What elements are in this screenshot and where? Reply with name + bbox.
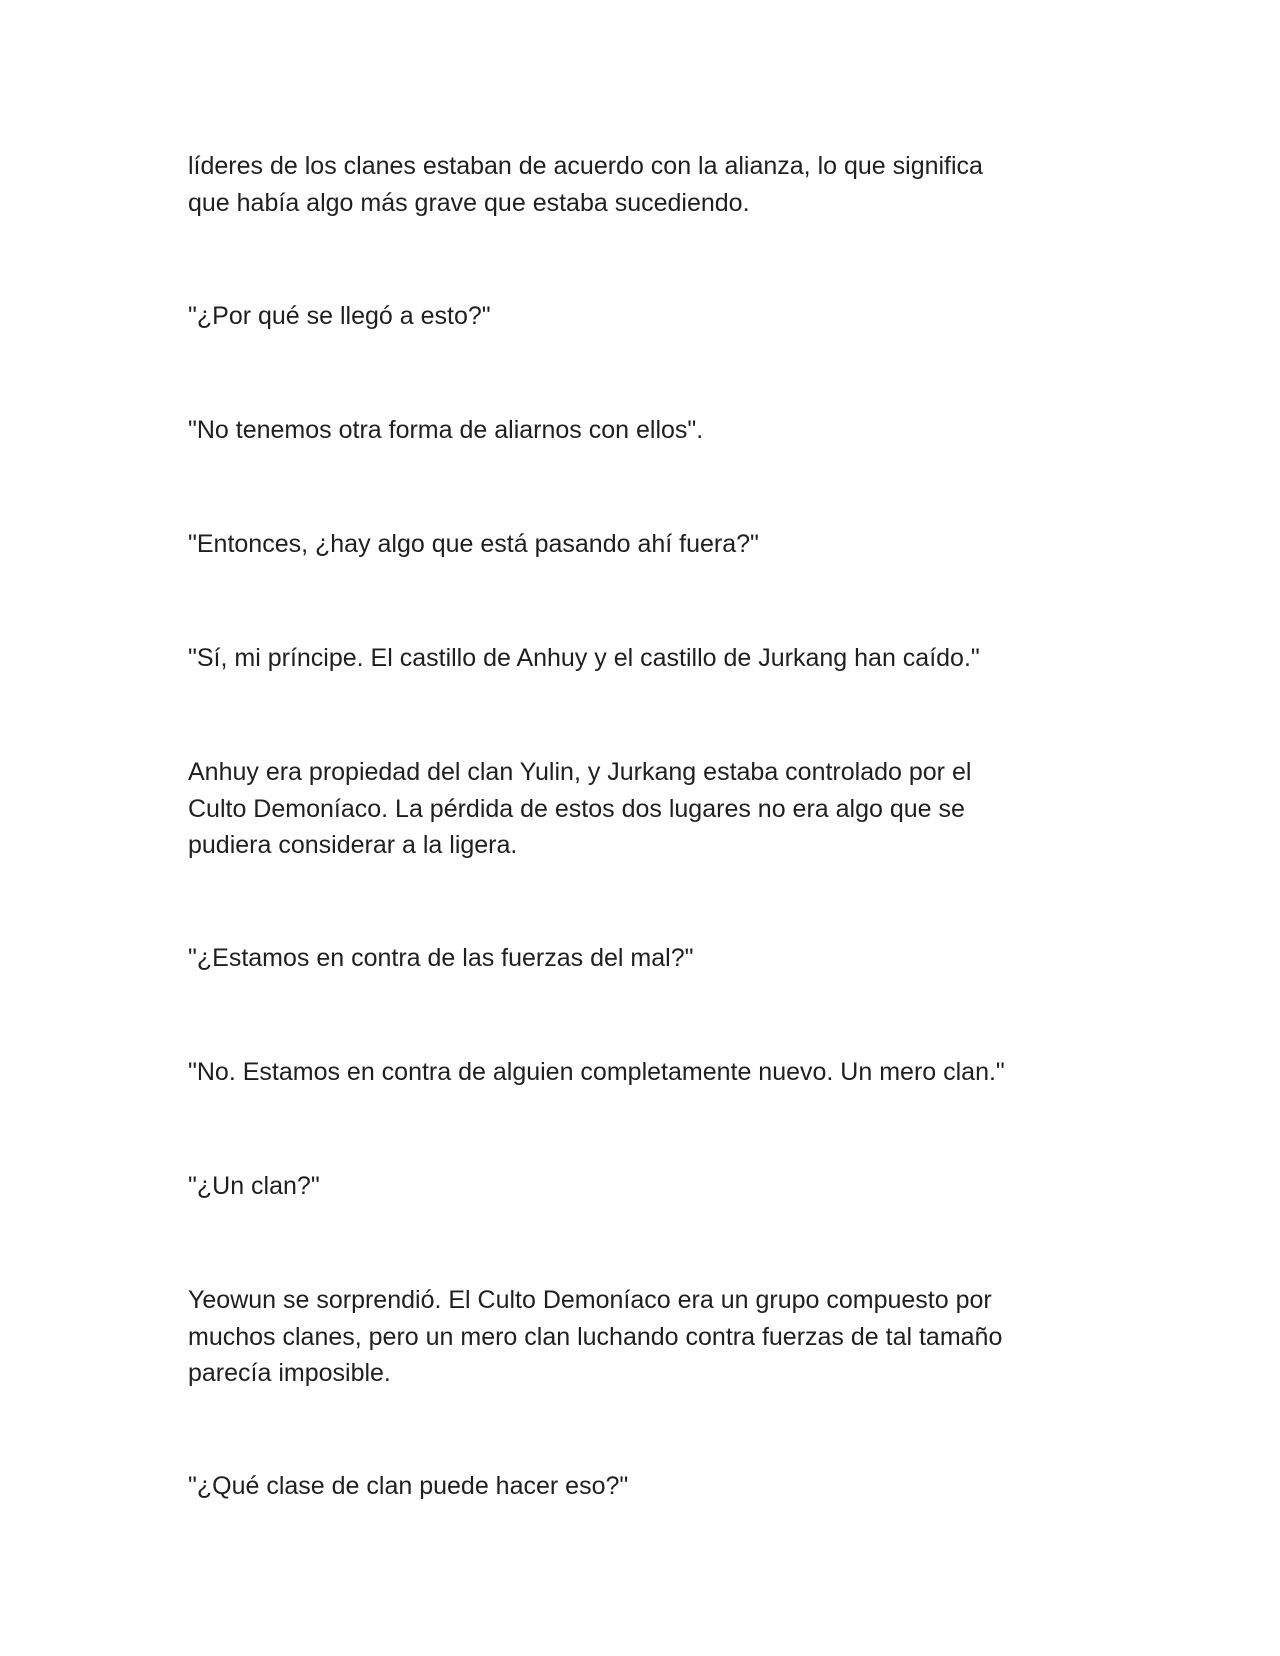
- paragraph: líderes de los clanes estaban de acuerdo con la alianza, lo que significa que había algo más grave que estaba sucediendo.: [188, 152, 983, 217]
- paragraph: "¿Estamos en contra de las fuerzas del mal?": [188, 944, 694, 972]
- paragraph: Yeowun se sorprendió. El Culto Demoníaco era un grupo compuesto por muchos clanes, pero un mero clan luchando contra fuerzas de tal tamaño parecía imposible.: [188, 1286, 1003, 1387]
- paragraph: "Entonces, ¿hay algo que está pasando ahí fuera?": [188, 530, 759, 558]
- paragraph: "Sí, mi príncipe. El castillo de Anhuy y el castillo de Jurkang han caído.": [188, 644, 980, 672]
- paragraph: "No tenemos otra forma de aliarnos con ellos".: [188, 416, 704, 444]
- paragraph: "¿Por qué se llegó a esto?": [188, 302, 491, 330]
- paragraph: "¿Qué clase de clan puede hacer eso?": [188, 1472, 629, 1500]
- paragraph: "¿Un clan?": [188, 1172, 320, 1200]
- paragraph: "No. Estamos en contra de alguien completamente nuevo. Un mero clan.": [188, 1058, 1005, 1086]
- paragraph: Anhuy era propiedad del clan Yulin, y Jurkang estaba controlado por el Culto Demoníaco. La pérdida de estos dos lugares no era algo que se pudiera considerar a la ligera.: [188, 758, 972, 859]
